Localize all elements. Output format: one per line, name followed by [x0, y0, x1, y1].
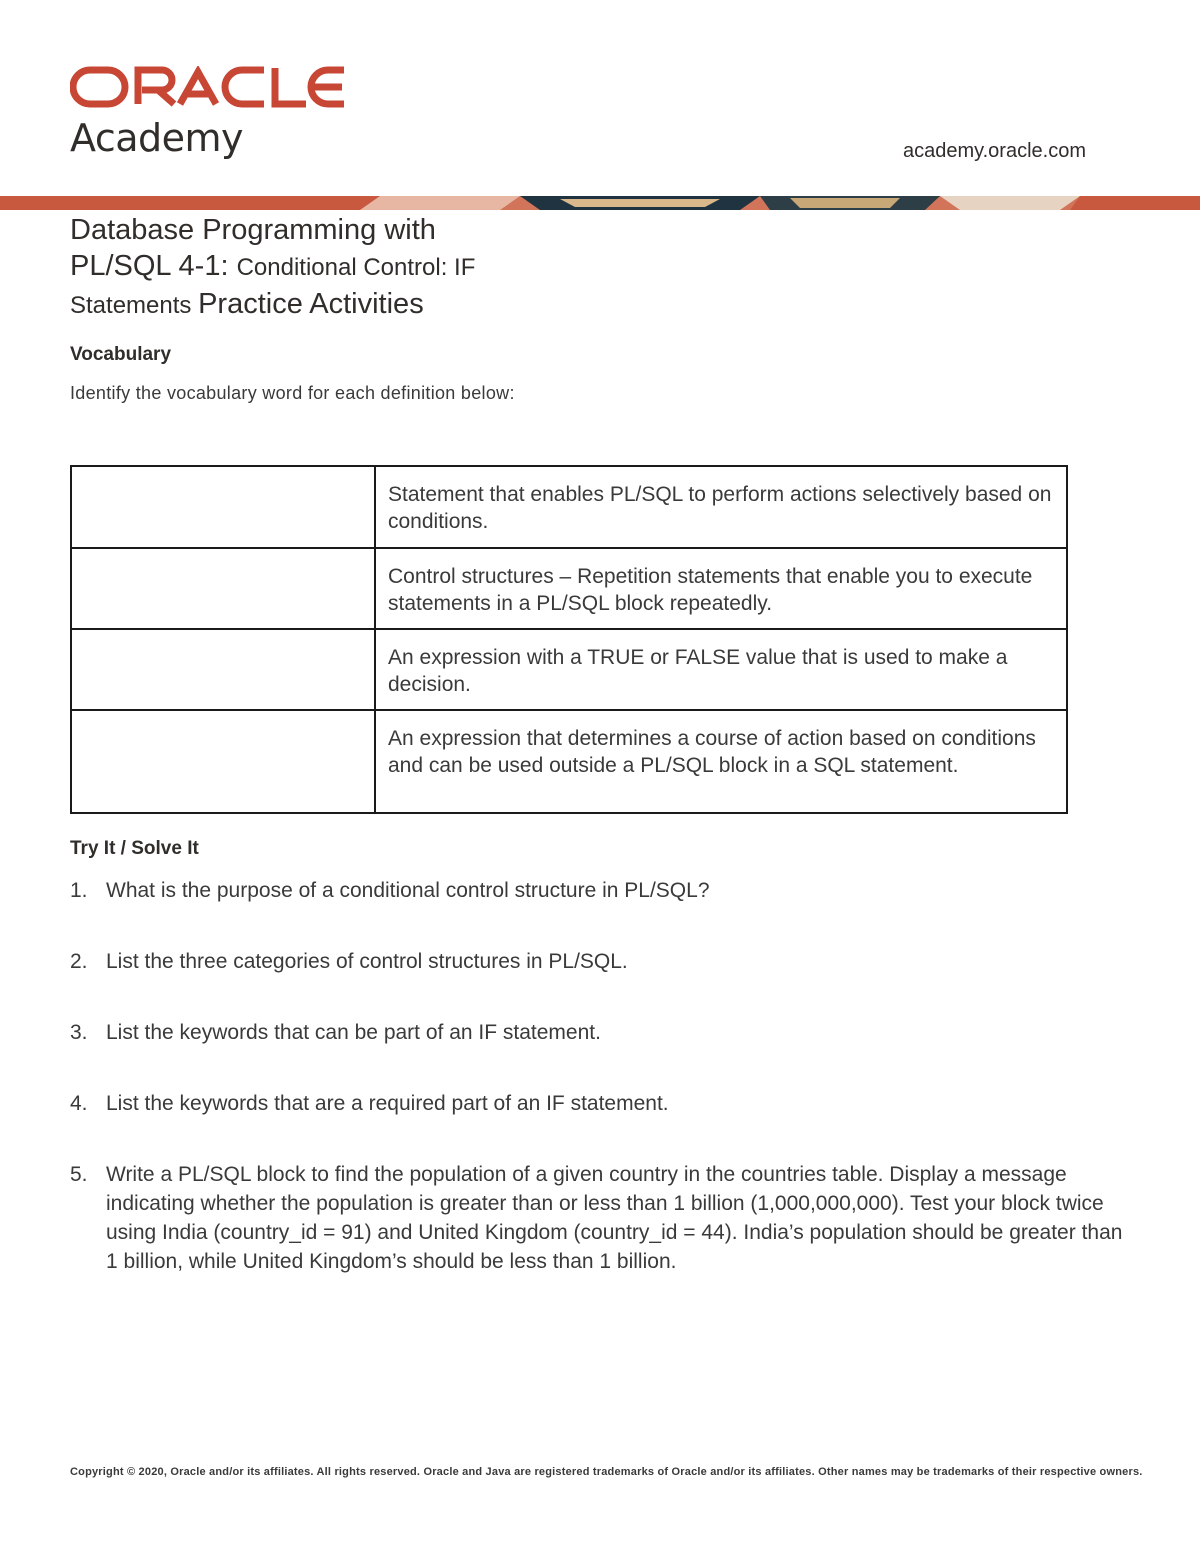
table-row — [71, 466, 1067, 548]
list-item — [70, 876, 1130, 905]
site-url: academy.oracle.com — [902, 140, 1086, 162]
definition-cell: An expression with a TRUE or FALSE value that is used to make a decision. — [375, 629, 1067, 710]
question-text: List the keywords that can be part of an IF statement. — [106, 1021, 601, 1044]
title-line-3 — [70, 286, 475, 324]
table-row — [71, 710, 1067, 813]
definition-cell: An expression that determines a course of action based on conditions and can be used outside a PL/SQL block in a SQL statement. — [375, 710, 1067, 813]
term-cell[interactable] — [71, 629, 375, 710]
title-line-3-suffix: Practice Activities — [198, 288, 424, 320]
decorative-banner — [0, 193, 1200, 213]
vocabulary-instruction: Identify the vocabulary word for each definition below: — [70, 383, 515, 403]
question-text: List the three categories of control structures in PL/SQL. — [106, 950, 628, 973]
question-number: 4. — [70, 1092, 88, 1115]
title-line-2 — [70, 248, 475, 286]
definition-cell: Control structures – Repetition statements that enable you to execute statements in a PL/SQL block repeatedly. — [375, 548, 1067, 629]
list-item — [70, 1018, 1130, 1047]
title-line-3-prefix: Statements — [70, 292, 199, 319]
definition-cell: Statement that enables PL/SQL to perform actions selectively based on conditions. — [375, 466, 1067, 548]
title-line-1: Database Programming with — [70, 214, 436, 246]
question-text: List the keywords that are a required part of an IF statement. — [106, 1092, 669, 1115]
question-list — [70, 876, 1130, 1318]
title-line-2-suffix: Conditional Control: IF — [236, 254, 476, 281]
title-line-2-prefix: PL/SQL 4-1: — [70, 250, 237, 282]
copyright-notice: Copyright © 2020, Oracle and/or its affiliates. All rights reserved. Oracle and Java are registered trademarks of Oracle and/or its affiliates. Other names may be trademarks of their respective owners. — [70, 1466, 1143, 1478]
oracle-logo — [70, 66, 346, 108]
list-item — [70, 1089, 1130, 1118]
table-row — [71, 629, 1067, 710]
try-it-heading: Try It / Solve It — [70, 838, 199, 859]
term-cell[interactable] — [71, 466, 375, 548]
question-text: Write a PL/SQL block to find the population of a given country in the countries table. Display a message indicating whether the population is greater than or less than 1 billion (1,000,000,000). Test your block twice using India (country_id = 91) and United Kingdom (country_id = 44). India’s population should be greater than 1 billion, while United Kingdom’s should be less than 1 billion. — [106, 1163, 1123, 1273]
question-number: 2. — [70, 950, 88, 973]
question-number: 1. — [70, 879, 88, 902]
question-number: 5. — [70, 1163, 88, 1186]
term-cell[interactable] — [71, 710, 375, 813]
academy-label: Academy — [70, 116, 244, 160]
list-item — [70, 1160, 1130, 1276]
oracle-logo-icon — [70, 66, 346, 108]
vocabulary-table — [70, 465, 1068, 814]
page-title — [70, 212, 475, 324]
list-item — [70, 947, 1130, 976]
table-row — [71, 548, 1067, 629]
term-cell[interactable] — [71, 548, 375, 629]
question-number: 3. — [70, 1021, 88, 1044]
vocabulary-heading: Vocabulary — [70, 344, 172, 365]
question-text: What is the purpose of a conditional control structure in PL/SQL? — [106, 879, 710, 902]
